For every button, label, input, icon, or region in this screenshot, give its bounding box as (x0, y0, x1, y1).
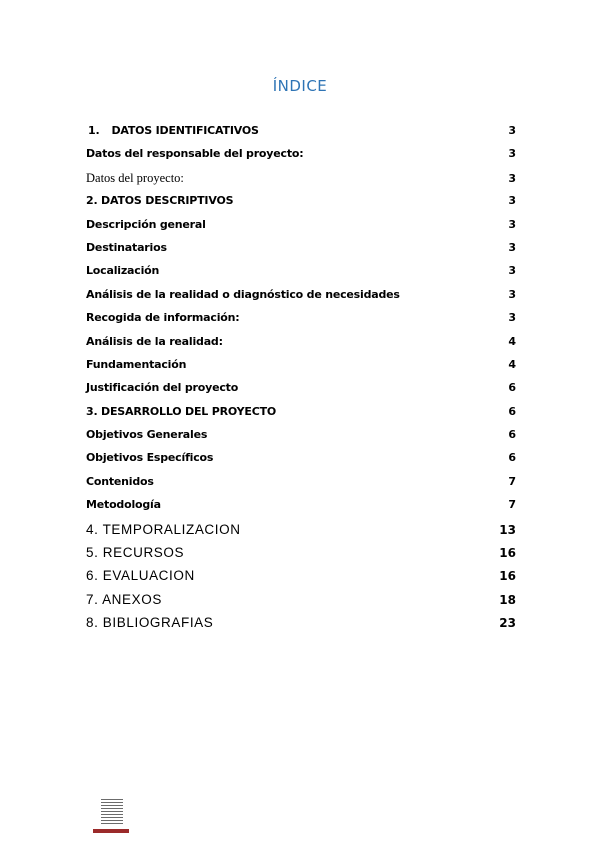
toc-entry-text: DATOS IDENTIFICATIVOS (111, 124, 259, 137)
toc-entry[interactable] (86, 171, 516, 194)
toc-entry[interactable] (86, 592, 516, 615)
toc-entry[interactable] (86, 498, 516, 521)
toc-entry[interactable] (86, 241, 516, 264)
toc-entry-label: Justificación del proyecto (86, 381, 239, 395)
toc-entry-page: 3 (508, 311, 516, 325)
toc-entry[interactable] (86, 124, 516, 147)
toc-entry[interactable] (86, 451, 516, 474)
toc-entry-page: 3 (508, 287, 516, 301)
toc-entry-label: Objetivos Específicos (86, 451, 214, 465)
toc-entry-label: 2. DATOS DESCRIPTIVOS (86, 194, 234, 208)
toc-entry-page: 7 (508, 498, 516, 512)
toc-entry[interactable] (86, 194, 516, 217)
toc-entry[interactable] (86, 405, 516, 428)
toc-entry[interactable] (86, 381, 516, 404)
toc-entry-label: 4. TEMPORALIZACION (86, 521, 241, 537)
toc-entry-number: 1. (88, 124, 100, 137)
toc-entry[interactable] (86, 545, 516, 568)
toc-entry-page: 4 (508, 334, 516, 348)
toc-entry-page: 3 (508, 217, 516, 231)
toc-entry[interactable] (86, 147, 516, 170)
toc-entry-label: Datos del proyecto: (86, 170, 184, 185)
toc-entry[interactable] (86, 311, 516, 334)
toc-entry-page: 3 (508, 147, 516, 161)
toc-entry-label: Fundamentación (86, 357, 187, 371)
toc-entry-label: 8. BIBLIOGRAFIAS (86, 615, 214, 631)
toc-entry-label: Datos del responsable del proyecto: (86, 147, 304, 161)
toc-entry-label: Metodología (86, 498, 161, 512)
toc-entry-label: Recogida de información: (86, 311, 240, 325)
toc-entry-label: Contenidos (86, 474, 154, 488)
toc-entry[interactable] (86, 568, 516, 591)
page-title: ÍNDICE (272, 77, 328, 95)
toc-entry[interactable] (86, 615, 516, 638)
toc-entry-page: 3 (508, 171, 516, 185)
toc-entry-page: 6 (508, 428, 516, 442)
toc-entry-page: 3 (508, 240, 516, 254)
toc-entry-page: 3 (508, 194, 516, 208)
toc-entry-label: Localización (86, 264, 160, 278)
toc-entry[interactable] (86, 264, 516, 287)
toc-entry-page: 6 (508, 404, 516, 418)
toc-entry[interactable] (86, 335, 516, 358)
toc-entry-page: 13 (499, 522, 516, 537)
toc-entry[interactable] (86, 288, 516, 311)
toc-entry-page: 6 (508, 451, 516, 465)
toc-entry-label: 7. ANEXOS (86, 591, 162, 607)
toc-entry-label: Objetivos Generales (86, 428, 208, 442)
toc-entry[interactable] (86, 475, 516, 498)
toc-entry-label: Destinatarios (86, 240, 167, 254)
toc-entry-page: 3 (508, 124, 516, 137)
toc-entry-page: 3 (508, 264, 516, 278)
toc-entry[interactable] (86, 522, 516, 545)
toc-entry-label: Descripción general (86, 217, 206, 231)
toc-entry-page: 18 (499, 592, 516, 607)
toc-entry-label: 6. EVALUACION (86, 568, 195, 584)
toc-entry-label: 3. DESARROLLO DEL PROYECTO (86, 404, 277, 418)
toc-entry[interactable] (86, 358, 516, 381)
table-of-contents (86, 124, 516, 639)
toc-entry-page: 7 (508, 474, 516, 488)
toc-entry-page: 23 (499, 616, 516, 631)
toc-entry-label: 5. RECURSOS (86, 545, 185, 561)
institution-logo-icon (93, 797, 129, 835)
toc-entry-page: 6 (508, 381, 516, 395)
toc-entry[interactable] (86, 218, 516, 241)
toc-entry-label: Análisis de la realidad o diagnóstico de necesidades (86, 287, 400, 301)
toc-entry-page: 16 (499, 569, 516, 584)
toc-entry-label: Análisis de la realidad: (86, 334, 223, 348)
toc-entry-page: 16 (499, 546, 516, 561)
toc-entry-page: 4 (508, 357, 516, 371)
toc-entry[interactable] (86, 428, 516, 451)
toc-entry-label (86, 124, 259, 137)
